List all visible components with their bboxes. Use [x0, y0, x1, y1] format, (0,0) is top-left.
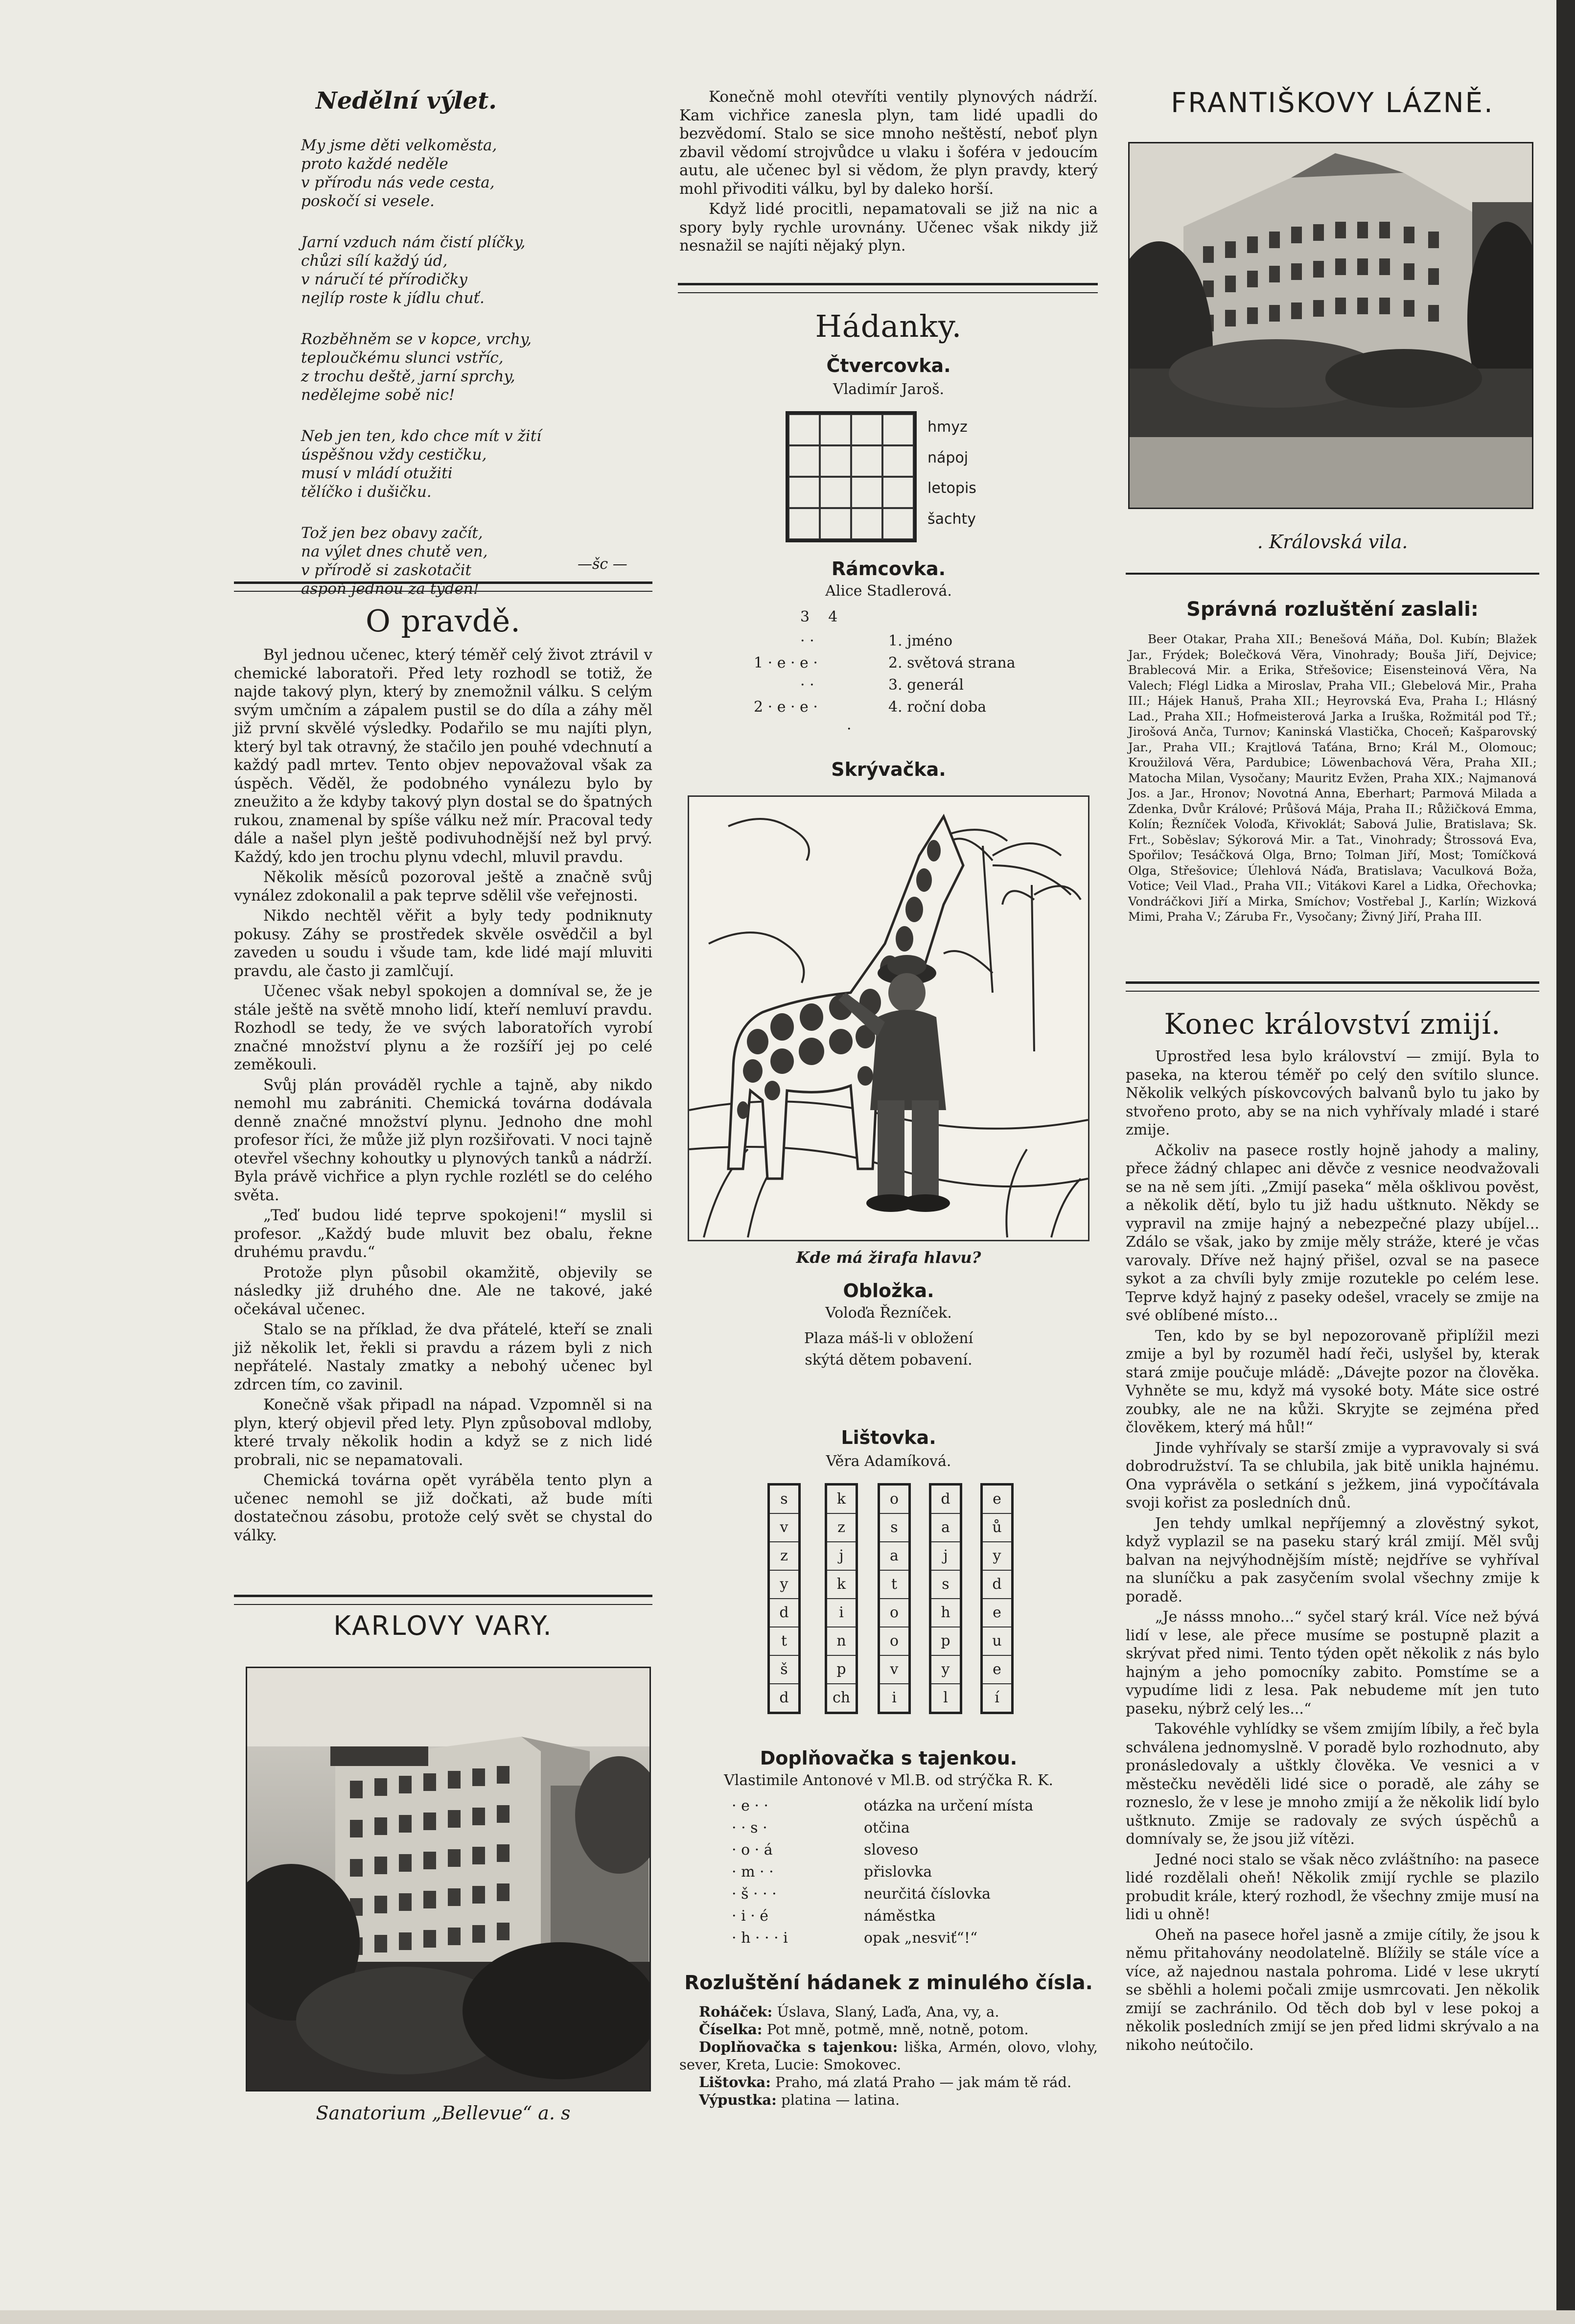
listovka-letter: j — [931, 1542, 960, 1571]
grid-cell — [851, 477, 882, 508]
grid-cell — [851, 445, 882, 477]
listovka-letter: ů — [983, 1514, 1011, 1542]
listovka-letter: z — [770, 1542, 798, 1571]
doplnovacka-pattern: · · s · — [732, 1819, 767, 1836]
listovka-letter: i — [827, 1599, 856, 1627]
reseni-line — [679, 2091, 1098, 2109]
ramcovka-pattern: 1 · e · e · — [754, 654, 818, 672]
ramcovka-pattern: · — [847, 720, 852, 738]
listovka-letter: v — [770, 1514, 798, 1542]
karlovy-vary-title: KARLOVY VARY. — [333, 1610, 553, 1641]
doplnovacka-pattern: · e · · — [732, 1797, 768, 1814]
doplnovacka-clue: přislovka — [864, 1863, 932, 1881]
section-divider — [678, 283, 1098, 293]
grid-cell — [882, 508, 914, 539]
snakes-body — [1126, 1047, 1539, 2054]
reseni-line — [679, 2021, 1098, 2038]
reseni-line — [679, 2073, 1098, 2091]
listovka-letter: o — [880, 1599, 908, 1627]
listovka-letter: í — [995, 1689, 999, 1706]
listovka-author: Věra Adamíková. — [826, 1453, 951, 1470]
page-edge-shadow — [1556, 0, 1575, 2324]
poem-stanza: Rozběhněm se v kopce, vrchy, teploučkému slunci vstříc, z trochu deště, jarní sprchy, nedělejme sobě nic! — [301, 330, 532, 404]
listovka-letter: d — [983, 1571, 1011, 1599]
story-paragraph: Nikdo nechtěl věřit a byly tedy podniknuty pokusy. Záhy se prostředek skvěle osvědčil a byl zaveden u soudu i všude tam, kde lidé mají mluviti pravdu, ale často ji zamlčují. — [234, 907, 652, 980]
poem-stanza: Neb jen ten, kdo chce mít v žití úspěšnou vždy cestičku, musí v mládí otužiti tělíčko i dušičku. — [301, 427, 542, 501]
snakes-paragraph: Jen tehdy umlkal nepříjemný a zlověstný sykot, když vyplazil se na paseku starý král zmijí. Měl svůj balvan na nejvýhodnějším místě; nejdříve se vyhříval na sluníčku a pak zasyčením svolal všechny zmije k poradě. — [1126, 1514, 1539, 1605]
kralovska-vila-photo — [1128, 142, 1533, 509]
story-body — [234, 646, 652, 1545]
ramcovka-pattern: 2 · e · e · — [754, 698, 818, 716]
grid-cell — [788, 445, 820, 477]
story-paragraph: Několik měsíců pozoroval ještě a značně svůj vynález zdokonalil a pak teprve sdělil vše veřejnosti. — [234, 868, 652, 905]
karlovy-vary-caption: Sanatorium „Bellevue“ a. s — [316, 2102, 571, 2124]
oblozka-title: Obložka. — [843, 1280, 934, 1301]
reseni-label: Doplňovačka s tajenkou: — [699, 2039, 898, 2055]
grid-cell — [820, 508, 851, 539]
poem-signature: —šc — — [578, 556, 627, 573]
listovka-letter: a — [931, 1514, 960, 1542]
grid-cell — [882, 477, 914, 508]
reseni-answer: Praho, má zlatá Praho — jak mám tě rád. — [770, 2074, 1072, 2091]
poem — [301, 136, 604, 621]
story-paragraph: Učenec však nebyl spokojen a domníval se, že je stále ještě na světě mnoho lidí, kteří nemluví pravdu. Rozhodl se tedy, že ve svých laboratořích vyrobí značné množství plynu a že rozšíří jej po celé zeměkouli. — [234, 982, 652, 1073]
ramcovka-pattern: · · — [800, 676, 814, 694]
snakes-paragraph: Takovéhle vyhlídky se všem zmijím líbily, a řeč byla schválena jednomyslně. V poradě bylo rozhodnuto, aby pronásledovaly a uštkly člověka. Ve vesnici a v městečku nevěděli lidé sice o poradě, ale záhy se rozneslo, že v lese je mnoho zmijí a že několik lidí bylo uštknuto. Zmije se radovaly ze svých úspěchů a domnívaly se, že jsou již vítězi. — [1126, 1720, 1539, 1848]
listovka-letter: v — [880, 1656, 908, 1684]
ramcovka-author: Alice Stadlerová. — [825, 582, 952, 600]
doplnovacka-clue: náměstka — [864, 1907, 936, 1925]
doplnovacka-pattern: · š · · · — [732, 1885, 777, 1903]
reseni-label: Číselka: — [699, 2021, 763, 2038]
ramcovka-rows — [754, 632, 1072, 743]
grid-cell — [788, 508, 820, 539]
section-divider — [234, 581, 652, 592]
listovka-strip — [980, 1483, 1014, 1714]
grid-cell — [882, 414, 914, 445]
snakes-paragraph: Ačkoliv na pasece rostly hojně jahody a maliny, přece žádný chlapec ani děvče z vesnice neodvažovali se na ně sem jíti. „Zmijí paseka“ měla ošklivou pověst, a několik dětí, bylo tu již hadu uštknuto. Někdy se vypravil na zmije hajný a nebezpečné plazy ubíjel... Zdálo se však, jako by zmije měly stráže, které je včas varovaly. Dříve než hajný přišel, ozval se na pasece sykot a za chvíli byly zmije rozutekle po celém lese. Teprve když hajný z paseky odešel, vracely se zmije na své oblíbené místo... — [1126, 1141, 1539, 1324]
ctvercovka-clue: hmyz — [927, 418, 968, 436]
ramcovka-clue: 2. světová strana — [888, 654, 1016, 672]
ramcovka-clue: 3. generál — [888, 676, 964, 694]
listovka-letter: o — [880, 1486, 908, 1514]
listovka-letter: h — [931, 1599, 960, 1627]
doplnovacka-rows — [732, 1797, 1099, 1952]
ramcovka-pattern: · · — [800, 632, 814, 650]
story-title: O pravdě. — [366, 603, 521, 639]
listovka-letter: s — [770, 1486, 798, 1514]
listovka-letter: p — [931, 1627, 960, 1656]
reseni-label: Lištovka: — [699, 2074, 771, 2091]
listovka-letter: l — [943, 1689, 948, 1706]
ctvercovka-title: Čtvercovka. — [826, 355, 951, 376]
ramcovka-clue: 1. jméno — [888, 632, 953, 650]
oblozka-text: Plaza máš-li v obložení skýtá dětem pobavení. — [804, 1330, 973, 1369]
reseni-title: Rozluštění hádanek z minulého čísla. — [684, 1972, 1093, 1994]
frantiskovy-lazne-caption: . Královská vila. — [1257, 531, 1408, 553]
ctvercovka-author: Vladimír Jaroš. — [833, 381, 945, 398]
section-divider — [234, 1595, 652, 1605]
section-divider — [1126, 573, 1539, 575]
listovka-letter: e — [983, 1486, 1011, 1514]
listovka-letter: j — [827, 1542, 856, 1571]
puzzles-title: Hádanky. — [815, 308, 962, 344]
reseni-answer: Pot mně, potmě, mně, notně, potom. — [762, 2021, 1029, 2038]
reseni-answer: platina — latina. — [776, 2092, 900, 2108]
listovka-letter: ch — [832, 1689, 851, 1706]
grid-cell — [882, 445, 914, 477]
story-paragraph: „Teď budou lidé teprve spokojeni!“ myslil si profesor. „Každý bude mluvit bez obalu, řekne druhému pravdu.“ — [234, 1207, 652, 1261]
poem-stanza: Tož jen bez obavy začít, na výlet dnes chutě ven, v přírodě si zaskotačit aspoň jednou za týden! — [301, 524, 488, 598]
doplnovacka-clue: otčina — [864, 1819, 910, 1836]
section-divider — [1126, 981, 1539, 992]
snakes-title: Konec království zmijí. — [1164, 1007, 1501, 1041]
sanatorium-bellevue-photo — [246, 1667, 651, 2092]
listovka-strip — [929, 1483, 962, 1714]
ramcovka-title: Rámcovka. — [831, 558, 946, 580]
poem-title: Nedělní výlet. — [315, 87, 497, 115]
ctvercovka-grid — [786, 411, 917, 542]
listovka-letter: d — [770, 1599, 798, 1627]
listovka-strip — [825, 1483, 858, 1714]
skryvacka-caption: Kde má žirafa hlavu? — [796, 1248, 981, 1267]
listovka-letter: i — [892, 1689, 897, 1706]
listovka-letter: d — [931, 1486, 960, 1514]
listovka-letter: a — [880, 1542, 908, 1571]
listovka-letter: z — [827, 1514, 856, 1542]
page-bottom-margin — [0, 2310, 1575, 2324]
story-paragraph: Konečně mohl otevříti ventily plynových nádrží. Kam vichřice zanesla plyn, tam lidé upadli do bezvědomí. Stalo se sice mnoho neštěstí, neboť plyn zbavil vědomí strojvůdce u vlaku i šoféra v jedoucím autu, ale učenec byl si vědom, že plyn pravdy, který mohl přivoditi válku, byl by daleko horší. — [679, 88, 1098, 198]
ctvercovka-clue: nápoj — [927, 449, 969, 466]
story-paragraph: Protože plyn působil okamžitě, objevily se následky již druhého dne. Ale ne takové, jaké očekával učenec. — [234, 1263, 652, 1318]
listovka-letter: p — [827, 1656, 856, 1684]
snakes-paragraph: Jedné noci stalo se však něco zvláštního: na pasece lidé rozdělali oheň! Několik zmijí rychle se plazilo probudit krále, který rozhodl, že všechny zmije musí na lidi u ohně! — [1126, 1851, 1539, 1923]
poem-stanza: My jsme děti velkoměsta, proto každé neděle v přírodu nás vede cesta, poskočí si vesele. — [301, 137, 497, 210]
listovka-letter: e — [983, 1599, 1011, 1627]
doplnovacka-author: Vlastimile Antonové v Ml.B. od strýčka R. K. — [724, 1772, 1053, 1789]
listovka-letter: k — [827, 1486, 856, 1514]
listovka-strip — [767, 1483, 801, 1714]
listovka-letter: t — [880, 1571, 908, 1599]
doplnovacka-pattern: · m · · — [732, 1863, 774, 1881]
story-paragraph: Konečně však připadl na nápad. Vzpomněl si na plyn, který objevil před lety. Plyn způsoboval mdloby, které trvaly několik hodin a když se z nich lidé probrali, nic se nepamatovali. — [234, 1396, 652, 1469]
grid-cell — [851, 414, 882, 445]
listovka-letter: y — [983, 1542, 1011, 1571]
ctvercovka-clue: letopis — [927, 480, 976, 497]
doplnovacka-pattern: · o · á — [732, 1841, 773, 1859]
story-paragraph: Svůj plán prováděl rychle a tajně, aby nikdo nemohl mu zabrániti. Chemická továrna dodávala denně značné množství plynu. Jednoho dne mohl profesor říci, že může již plyn rozšiřovati. V noci tajně otevřel všechny kohoutky u plynových tanků a nádrží. Byla právě vichřice a plyn rychle rozlétl se do celého světa. — [234, 1076, 652, 1204]
ctvercovka-clue: šachty — [927, 511, 976, 528]
doplnovacka-title: Doplňovačka s tajenkou. — [760, 1747, 1018, 1769]
grid-cell — [820, 414, 851, 445]
giraffe-hidden-picture — [688, 795, 1089, 1241]
doplnovacka-clue: opak „nesviť“!“ — [864, 1929, 978, 1947]
grid-cell — [820, 445, 851, 477]
listovka-letter: y — [770, 1571, 798, 1599]
solvers-list — [1128, 631, 1537, 925]
solvers-title: Správná rozluštění zaslali: — [1186, 598, 1479, 621]
doplnovacka-pattern: · i · é — [732, 1907, 769, 1925]
solvers-text: Beer Otakar, Praha XII.; Benešová Máňa, Dol. Kubín; Blažek Jar., Frýdek; Bolečková Věra, Vinohrady; Bouša Jiří, Dejvice; Brablecová Mir. a Erika, Střešovice; Eisensteinová Věra, Na Valech; Flégl Lidka a Miroslav, Praha VII.; Glebelová Mir., Praha III.; Hájek Hanuš, Praha XII.; Heyrovská Eva, Praha I.; Hlásný Lad., Praha XII.; Hofmeisterová Jarka a Iruška, Rožmitál pod Tř.; Jirošová Anča, Turnov; Kaninská Vlastička, Choceň; Kašparovský Jar., Praha VII.; Krajtlová Taťána, Brno; Král M., Olomouc; Kroužilová Věra, Pardubice; Löwenbachová Věra, Praha XII.; Matocha Milan, Vysočany; Mauritz Evžen, Praha XIX.; Najmanová Jos. a Jar., Hronov; Novotná Anna, Eberhart; Parmová Milada a Zdenka, Dvůr Králové; Průšová Mája, Praha II.; Růžičková Emma, Kolín; Řezníček Voloďa, Křivoklát; Sabová Julie, Bratislava; Sk. Frt., Soběslav; Sýkorová Mir. a Tat., Vinohrady; Štrossová Eva, Spořilov; Tesáčková Olga, Brno; Tolman Jiří, Most; Tomíčková Olga, Střešovice; Úlehlová Náďa, Bratislava; Vaculková Boža, Votice; Veil Vlad., Praha VII.; Vitákovi Karel a Lidka, Ořechovka; Vondráčkovi Jiří a Mirka, Smíchov; Vostřebal J., Karlín; Wizková Mimi, Praha V.; Záruba Fr., Vysočany; Živný Jiří, Praha III. — [1128, 632, 1537, 924]
frantiskovy-lazne-title: FRANTIŠKOVY LÁZNĚ. — [1171, 87, 1494, 119]
doplnovacka-pattern: · h · · · i — [732, 1929, 788, 1947]
snakes-paragraph: Uprostřed lesa bylo království — zmijí. Byla to paseka, na kterou téměř po celý den svítilo slunce. Několik velkých pískovcových balvanů bylo tu jako by stvořeno proto, aby se na nich vyhřívaly mladé i staré zmije. — [1126, 1048, 1539, 1139]
reseni-line — [679, 2003, 1098, 2021]
grid-cell — [820, 477, 851, 508]
listovka-letter: s — [880, 1514, 908, 1542]
story-paragraph: Byl jednou učenec, který téměř celý život ztrávil v chemické laboratoři. Před lety rozhodl se totiž, že najde takový plyn, který by znemožnil válku. S celým svým umčním a zápalem pustil se do díla a záhy měl již první skvělé výsledky. Podařilo se mu najíti plyn, který byl tak otravný, že stačilo jen pouhé vdechnutí a každý padl mrtev. Tento objev nepovažoval však za úspěch. Věděl, že podobného vynálezu bylo by zneužito a že kdyby takový plyn dostal se do špatných rukou, znamenal by spíše válku než mír. Pracoval tedy dále a našel plyn ještě podivuhodnější než byl prvý. Každý, kdo jen trochu plynu vdechl, mluvil pravdu. — [234, 646, 652, 866]
reseni-answer: Úslava, Slaný, Laďa, Ana, vy, a. — [772, 2003, 999, 2020]
story-continued — [679, 88, 1098, 256]
story-paragraph: Stalo se na příklad, že dva přátelé, kteří se znali již několik let, řekli si pravdu a rázem byli z nich nepřátelé. Nastaly zmatky a nebohý učenec byl zdrcen tím, co zavinil. — [234, 1321, 652, 1394]
grid-cell — [788, 414, 820, 445]
listovka-letter: e — [983, 1656, 1011, 1684]
ramcovka-header: 3 4 — [800, 608, 838, 626]
listovka-letter: k — [827, 1571, 856, 1599]
listovka-letter: s — [931, 1571, 960, 1599]
reseni-body — [679, 2003, 1098, 2109]
reseni-label: Roháček: — [699, 2003, 773, 2020]
poem-stanza: Jarní vzduch nám čistí plíčky, chůzi sílí každý úd, v náručí té přírodičky nejlíp roste k jídlu chuť. — [301, 233, 526, 307]
skryvacka-title: Skrývačka. — [831, 759, 946, 780]
grid-cell — [851, 508, 882, 539]
grid-cell — [788, 477, 820, 508]
listovka-letter: n — [827, 1627, 856, 1656]
snakes-paragraph: „Je násss mnoho...“ syčel starý král. Více než bývá lidí v lese, ale přece musíme se postupně plazit a skrývat před nimi. Tento týden opět několik z nás bylo hajným a jeho pomocníky zabito. Pomstíme se a vypudíme lidi z lesa. Pak nebudeme mít jen tuto paseku, nýbrž celý les...“ — [1126, 1608, 1539, 1718]
listovka-letter: š — [770, 1656, 798, 1684]
story-paragraph: Když lidé procitli, nepamatovali se již na nic a spory byly rychle urovnány. Učenec však nikdy již nesnažil se najíti nějaký plyn. — [679, 200, 1098, 255]
listovka-letter: y — [931, 1656, 960, 1684]
oblozka-author: Voloďa Řezníček. — [825, 1304, 952, 1322]
snakes-paragraph: Ten, kdo by se byl nepozorovaně připlížil mezi zmije a byl by rozuměl hadí řeči, uslyšel by, kterak stará zmije poučuje mládě: „Dávejte pozor na člověka. Vyhněte se mu, když má vysoké boty. Máte sice ostré zoubky, ale ne na kůži. Skryjte se zejména před člověkem, který má hůl!“ — [1126, 1327, 1539, 1436]
doplnovacka-clue: otázka na určení místa — [864, 1797, 1034, 1814]
doplnovacka-clue: neurčitá číslovka — [864, 1885, 991, 1903]
reseni-answer: liška, Armén, olovo, vlohy, sever, Kreta, Lucie: Smokovec. — [679, 2039, 1098, 2073]
ramcovka-clue: 4. roční doba — [888, 698, 987, 716]
listovka-title: Lištovka. — [841, 1427, 936, 1448]
reseni-line — [679, 2038, 1098, 2073]
snakes-paragraph: Jinde vyhřívaly se starší zmije a vypravovaly si svá dobrodružství. Ta se chlubila, jak bitě unikla hajnému. Ona vyprávěla o setkání s ježkem, jiná vypočítávala svoji kořist za posledních dnů. — [1126, 1439, 1539, 1511]
listovka-strip — [878, 1483, 911, 1714]
snakes-paragraph: Oheň na pasece hořel jasně a zmije cítily, že jsou k němu přitahovány neodolatelně. Blížily se stále více a více, až najednou nastala pohroma. Lidé v lese ukrytí se sběhli a holemi počali zmije usmrcovati. Jen několik zmijí se zachránilo. Od těch dob byl v lese pokoj a několik posledních zmijí se jen před lidmi skrývalo a na nikoho neútočilo. — [1126, 1926, 1539, 2054]
listovka-letter: t — [770, 1627, 798, 1656]
listovka-letter: d — [779, 1689, 789, 1706]
listovka-letter: o — [880, 1627, 908, 1656]
doplnovacka-clue: sloveso — [864, 1841, 919, 1859]
reseni-label: Výpustka: — [699, 2092, 777, 2108]
listovka-letter: u — [983, 1627, 1011, 1656]
story-paragraph: Chemická továrna opět vyráběla tento plyn a učenec nemohl se již dočkati, až bude míti dostatečnou zásobu, protože celý svět se chystal do války. — [234, 1471, 652, 1544]
